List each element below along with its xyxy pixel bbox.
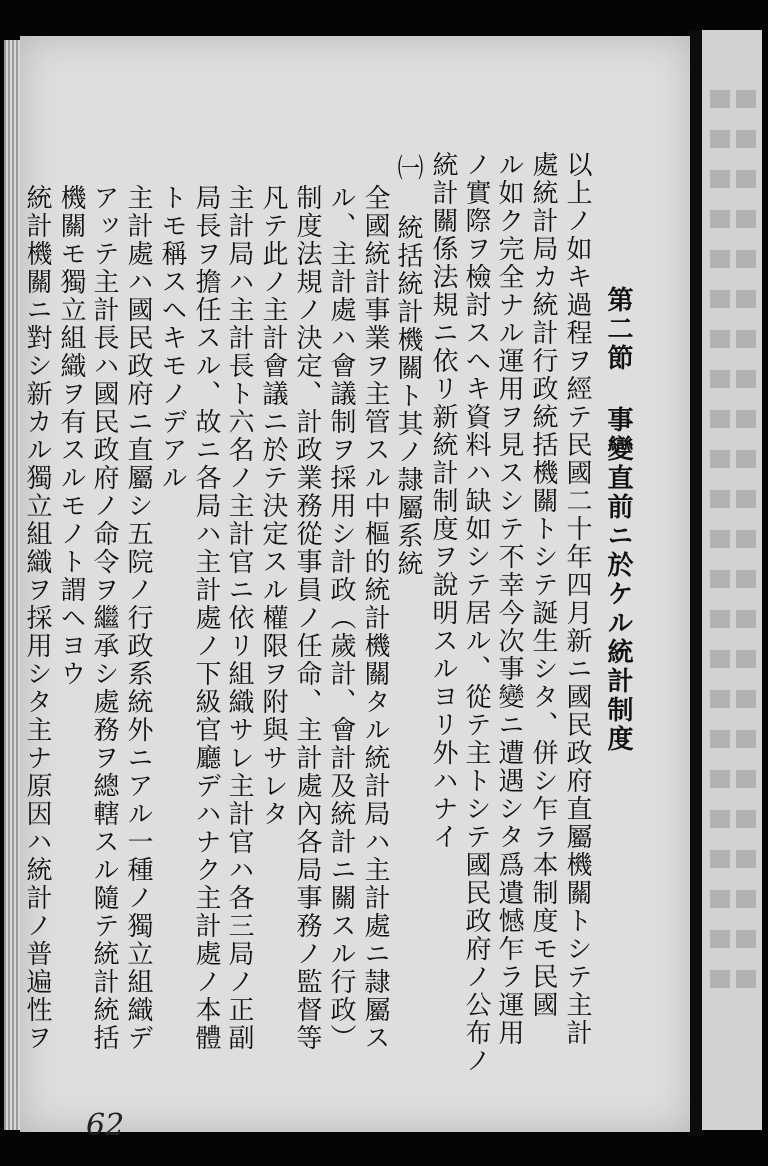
text-column-5: 統計關係法規ニ依リ新統計制度ヲ說明スルヨリ外ハナイ bbox=[428, 151, 458, 851]
text-column-7: 全國統計事業ヲ主管スル中樞的統計機關タル統計局ハ主計處ニ隷屬ス bbox=[360, 184, 390, 1052]
text-column-17: 統計機關ニ對シ新カル獨立組織ヲ採用シタ主ナ原因ハ統計ノ普遍性ヲ bbox=[22, 184, 52, 1052]
text-column-1: 以上ノ如キ過程ヲ經テ民國二十年四月新ニ國民政府直屬機關トシテ主計 bbox=[562, 151, 592, 1047]
text-column-16: 機關モ獨立組織ヲ有スルモノト謂ヘヨウ bbox=[56, 184, 86, 688]
text-column-14: 主計處ハ國民政府ニ直屬シ五院ノ行政系統外ニアル一種ノ獨立組織デ bbox=[123, 184, 153, 1052]
text-column-11: 主計局ハ主計長ト六名ノ主計官ニ依リ組織サレ主計官ハ各三局ノ正副 bbox=[224, 184, 254, 1052]
text-column-2: 處統計局カ統計行政統括機關トシテ誕生シタ、併シ乍ラ本制度モ民國 bbox=[528, 151, 558, 1019]
text-column-10: 凡テ此ノ主計會議ニ於テ決定スル權限ヲ附與サレタ bbox=[258, 184, 288, 828]
text-column-8: ル、主計處ハ會議制ヲ採用シ計政（歲計、會計及統計ニ關スル行政） bbox=[326, 184, 356, 1052]
text-column-15: アッテ主計長ハ國民政府ノ命令ヲ繼承シ處務ヲ總轄スル隨テ統計統括 bbox=[89, 184, 119, 1052]
text-column-9: 制度法規ノ決定、計政業務從事員ノ任命、主計處內各局事務ノ監督等 bbox=[292, 184, 322, 1052]
book-page bbox=[20, 36, 692, 1143]
bleed-through-text bbox=[736, 90, 756, 1010]
text-column-4: ノ實際ヲ檢討スヘキ資料ハ缺如シテ居ル、從テ主トシテ國民政府ノ公布ノ bbox=[461, 151, 491, 1075]
text-column-3: ル如ク完全ナル運用ヲ見スシテ不幸今次事變ニ遭遇シタ爲遺憾乍ラ運用 bbox=[494, 151, 524, 1047]
text-column-13: トモ稱スヘキモノデアル bbox=[157, 184, 187, 492]
text-column-12: 局長ヲ擔任スル、故ニ各局ハ主計處ノ下級官廳デハナク主計處ノ本體 bbox=[191, 184, 221, 1052]
facing-page-edge bbox=[702, 30, 762, 1130]
subsection-heading: ㈠ 統括統計機關ト其ノ隷屬系統 bbox=[393, 154, 423, 578]
section-heading: 第二節 事變直前ニ於ケル統計制度 bbox=[603, 286, 633, 754]
bleed-through-text bbox=[710, 90, 730, 1010]
page-number: 62 bbox=[86, 1108, 125, 1143]
